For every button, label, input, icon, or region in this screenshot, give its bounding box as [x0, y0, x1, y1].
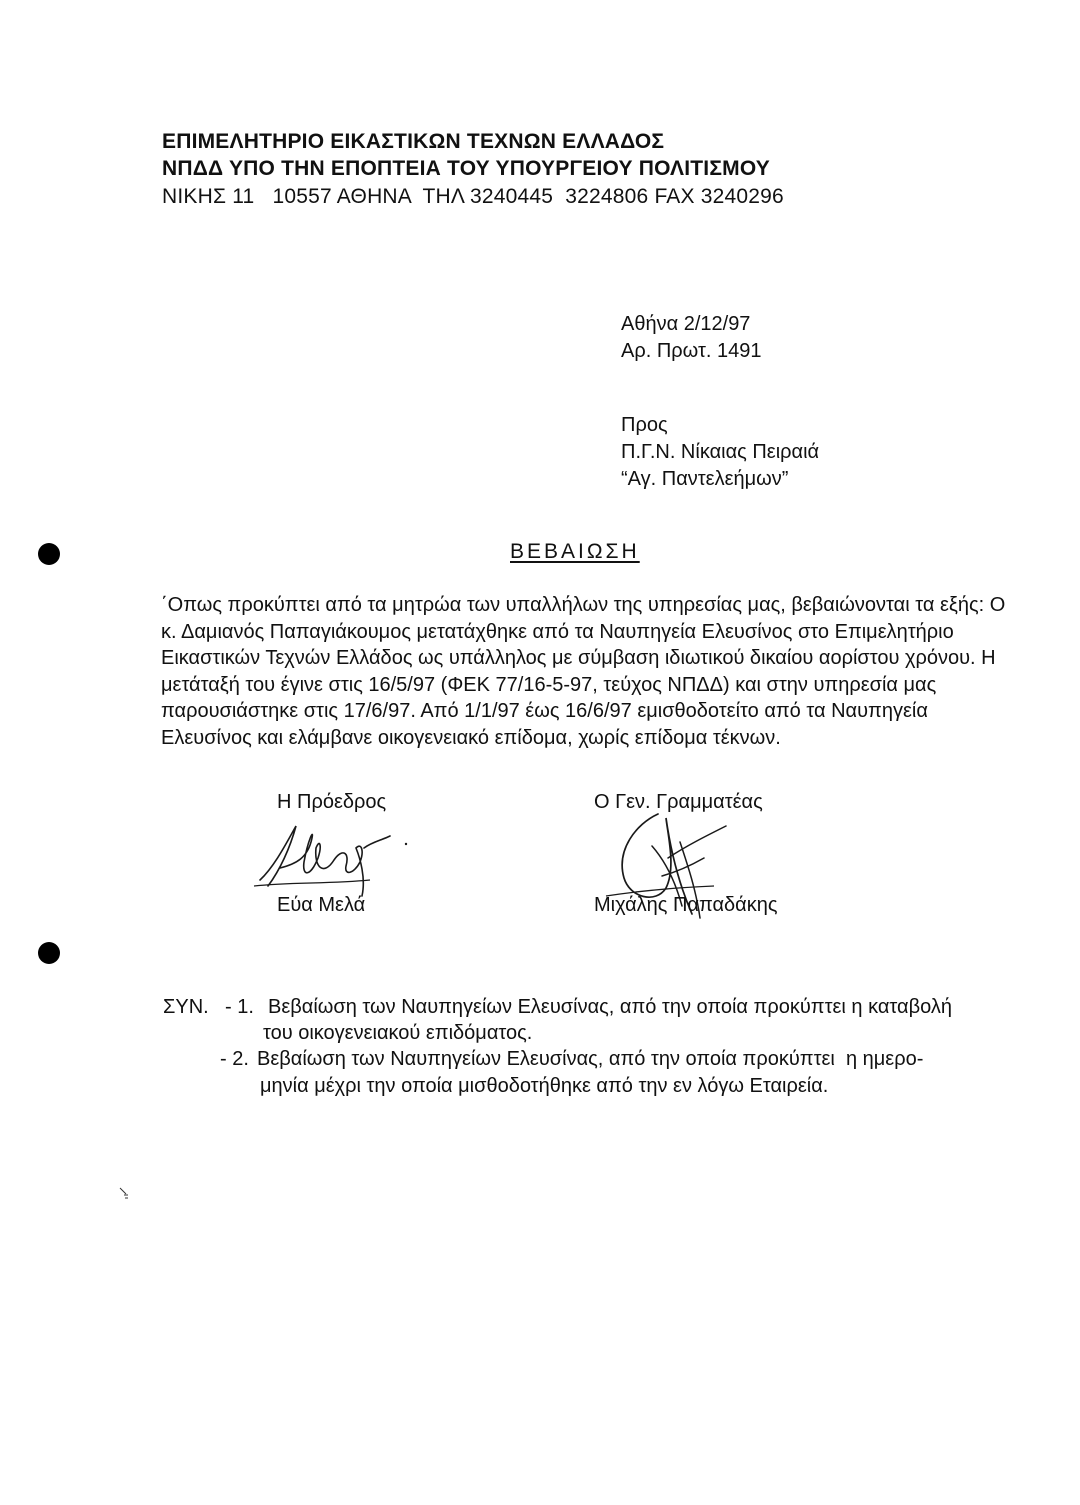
- president-role: Η Πρόεδρος: [277, 791, 387, 813]
- certificate-body: [161, 592, 1021, 752]
- scan-speck: [118, 1186, 132, 1202]
- president-signature: [250, 818, 420, 898]
- attachment-1-line2: του οικογενειακού επιδόματος.: [263, 1022, 533, 1044]
- recipient-line2: “Αγ. Παντελεήμων”: [621, 468, 789, 490]
- attachment-1-number: - 1.: [225, 996, 254, 1018]
- body-paragraph: ΄Οπως προκύπτει από τα μητρώα των υπαλλήλων της υπηρεσίας μας, βεβαιώνονται τα εξής: Ο κ. Δαμιανός Παπαγιάκουμος μετατάχθηκε από τα Ναυπηγεία Ελευσίνος στο Επιμελητήριο Εικαστικών Τεχνών Ελλάδος ως υπάλληλος με σύμβαση ιδιωτικού δικαίου αορίστου χρόνου. Η μετάταξή του έγινε στις 16/5/97 (ΦΕΚ 77/16-5-97, τεύχος ΝΠΔΔ) και στην υπηρεσία μας παρουσιάστηκε στις 17/6/97. Από 1/1/97 έως 16/6/97 εμισθοδοτείτο από τα Ναυπηγεία Ελευσίνος και ελάμβανε οικογενειακό επίδομα, χωρίς επίδομα τέκνων.: [161, 594, 1006, 749]
- attachments-prefix: ΣΥΝ.: [163, 996, 209, 1018]
- attachment-2-line2: μηνία μέχρι την οποία μισθοδοτήθηκε από την εν λόγω Εταιρεία.: [260, 1075, 829, 1097]
- recipient-line1: Π.Γ.Ν. Νίκαιας Πειραιά: [621, 441, 820, 463]
- protocol-number: Αρ. Πρωτ. 1491: [621, 340, 762, 362]
- attachment-2-line1: Βεβαίωση των Ναυπηγείων Ελευσίνας, από την οποία προκύπτει η ημερο-: [257, 1048, 924, 1070]
- org-subtitle: ΝΠΔΔ ΥΠΟ ΤΗΝ ΕΠΟΠΤΕΙΑ ΤΟΥ ΥΠΟΥΡΓΕΙΟΥ ΠΟΛΙΤΙΣΜΟΥ: [162, 157, 770, 180]
- president-name: Εύα Μελά: [277, 894, 366, 916]
- attachment-2-number: - 2.: [220, 1048, 249, 1070]
- punch-hole-bottom: [38, 942, 60, 964]
- secretary-role: Ο Γεν. Γραμματέας: [594, 791, 763, 813]
- document-date: Αθήνα 2/12/97: [621, 313, 751, 335]
- secretary-name: Μιχάλης Παπαδάκης: [594, 894, 778, 916]
- punch-hole-top: [38, 543, 60, 565]
- document-title: ΒΕΒΑΙΩΣΗ: [510, 540, 640, 563]
- attachment-1-line1: Βεβαίωση των Ναυπηγείων Ελευσίνας, από την οποία προκύπτει η καταβολή: [268, 996, 952, 1018]
- org-address: ΝΙΚΗΣ 11 10557 ΑΘΗΝΑ ΤΗΛ 3240445 3224806 FAX 3240296: [162, 185, 784, 208]
- org-name: ΕΠΙΜΕΛΗΤΗΡΙΟ ΕΙΚΑΣΤΙΚΩΝ ΤΕΧΝΩΝ ΕΛΛΑΔΟΣ: [162, 130, 665, 153]
- recipient-label: Προς: [621, 414, 668, 436]
